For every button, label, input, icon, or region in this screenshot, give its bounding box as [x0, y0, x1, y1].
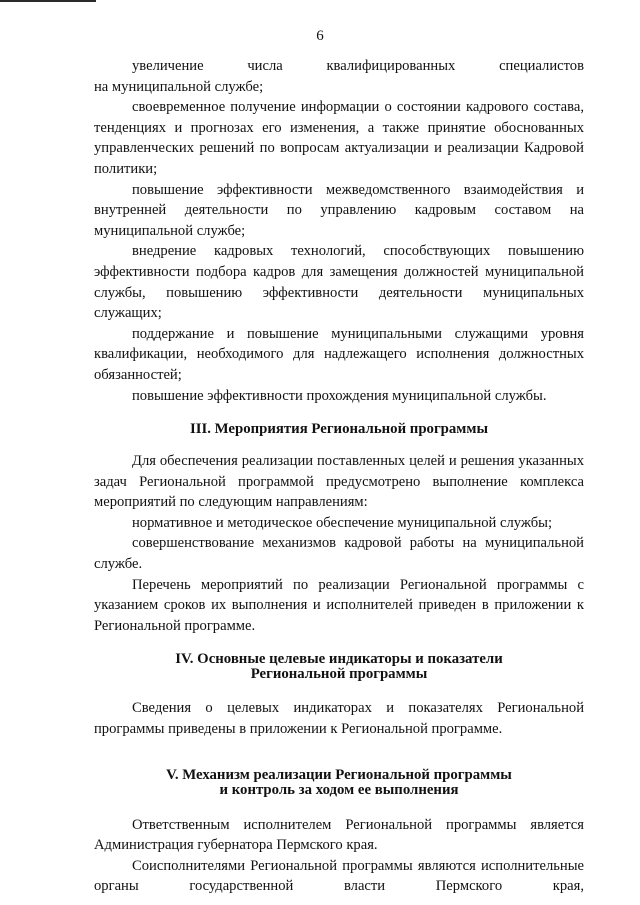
paragraph: Ответственным исполнителем Региональной программы является Администрация губернатора Пермского края. — [94, 816, 584, 854]
paragraph: повышение эффективности межведомственного взаимодействия и внутренней деятельности по управлению кадровым составом на муниципальной службе; — [94, 181, 584, 239]
page-number: 6 — [316, 28, 324, 44]
section-heading-line: Региональной программы — [250, 666, 428, 683]
section-heading — [94, 422, 584, 437]
scan-edge-line — [0, 0, 96, 2]
paragraph: Перечень мероприятий по реализации Региональной программы с указанием сроков их выполнения и исполнителей приведен в приложении к Региональной программе. — [94, 576, 584, 634]
section-heading-line: III. Мероприятия Региональной программы — [189, 421, 489, 438]
paragraph: Сведения о целевых индикаторах и показателях Региональной программы приведены в приложении к Региональной программе. — [94, 700, 584, 738]
paragraph: поддержание и повышение муниципальными служащими уровня квалификации, необходимого для надлежащего исполнения должностных обязанностей; — [94, 325, 584, 383]
paragraph: своевременное получение информации о состоянии кадрового состава, тенденциях и прогнозах его изменения, а также принятие обоснованных управленческих решений по вопросам актуализации и реализации Кадровой политики; — [94, 99, 584, 177]
paragraph: на муниципальной службе; — [94, 78, 264, 95]
paragraph: повышение эффективности прохождения муниципальной службы. — [132, 387, 547, 404]
paragraph: увеличение числа квалифицированных специалистов — [132, 58, 584, 74]
paragraph: Для обеспечения реализации поставленных целей и решения указанных задач Региональной программой предусмотрено выполнение комплекса мероприятий по следующим направлениям: — [94, 453, 584, 511]
paragraph: внедрение кадровых технологий, способствующих повышению эффективности подбора кадров для замещения должностей муниципальной службы, повышению эффективности деятельности муниципальных служащих; — [94, 243, 584, 322]
section-heading — [94, 652, 584, 682]
section-heading-line: IV. Основные целевые индикаторы и показатели — [175, 651, 503, 668]
paragraph: совершенствование механизмов кадровой работы на муниципальной службе. — [94, 535, 584, 573]
document-body — [94, 56, 584, 897]
paragraph: нормативное и методическое обеспечение муниципальной службы; — [132, 514, 553, 531]
section-heading-line: V. Механизм реализации Региональной программы — [166, 766, 512, 783]
section-heading-line: и контроль за ходом ее выполнения — [219, 781, 459, 798]
section-heading — [94, 768, 584, 798]
paragraph: Соисполнителями Региональной программы являются исполнительные органы государственной власти Пермского края, — [94, 857, 584, 895]
